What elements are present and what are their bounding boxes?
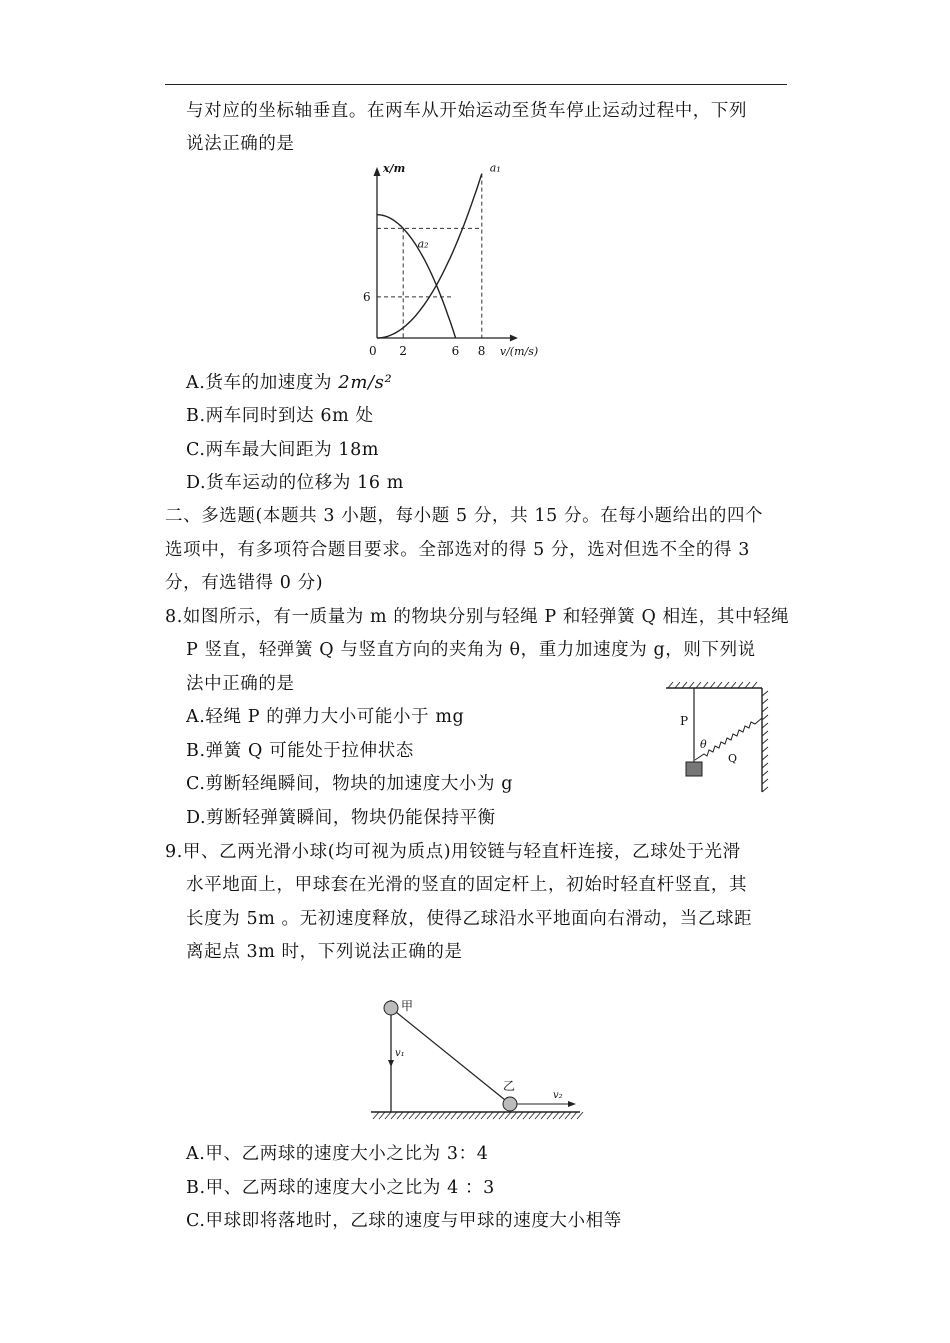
v1-arrow-icon: [388, 1060, 394, 1067]
hatch-mark: [553, 1112, 559, 1119]
hatch-mark: [517, 1112, 523, 1119]
section2-line2: 选项中，有多项符合题目要求。全部选对的得 5 分，选对但选不全的得 3: [165, 540, 750, 560]
x-axis-arrow-icon: [510, 335, 518, 342]
hatch-mark: [523, 1112, 529, 1119]
q7-xv-chart: [355, 160, 615, 360]
hatch-mark: [469, 1112, 475, 1119]
q7-option-a-math: 2m/s²: [338, 372, 393, 393]
hatch-mark: [559, 1112, 565, 1119]
chart-labels: [363, 162, 538, 358]
q8-line2: P 竖直，轻弹簧 Q 与竖直方向的夹角为 θ，重力加速度为 g，则下列说: [186, 640, 756, 660]
section2-line1: 二、多选题(本题共 3 小题，每小题 5 分，共 15 分。在每小题给出的四个: [165, 506, 764, 526]
hatch-mark: [373, 1112, 379, 1119]
y-tick-label: 6: [363, 289, 371, 304]
light-rod: [391, 1008, 510, 1104]
hatch-mark: [541, 1112, 547, 1119]
q8-option-c: C.剪断轻绳瞬间，物块的加速度大小为 g: [186, 774, 514, 794]
y-axis-arrow-icon: [374, 167, 381, 176]
series-line-2: [377, 215, 456, 338]
hatch-mark: [481, 1112, 487, 1119]
hatch-mark: [403, 1112, 409, 1119]
hatch-mark: [499, 1112, 505, 1119]
hatch-mark: [421, 1112, 427, 1119]
block-m: [686, 762, 702, 776]
hatch-mark: [535, 1112, 541, 1119]
q7-option-c: C.两车最大间距为 18m: [186, 440, 380, 460]
hatch-mark: [463, 1112, 469, 1119]
label-v1: v₁: [395, 1048, 405, 1059]
q8-line3: 法中正确的是: [186, 674, 295, 694]
hatch-mark: [379, 1112, 385, 1119]
hatch-mark: [391, 1112, 397, 1119]
q8-spring-rope-figure: [660, 680, 780, 810]
q9-option-c: C.甲球即将落地时，乙球的速度与甲球的速度大小相等: [186, 1211, 622, 1231]
hatch-mark: [409, 1112, 415, 1119]
wall-hatch: [762, 691, 768, 792]
v2-arrow-icon: [568, 1101, 576, 1107]
hatch-mark: [493, 1112, 499, 1119]
hatch-mark: [385, 1112, 391, 1119]
q8-option-b: B.弹簧 Q 可能处于拉伸状态: [186, 741, 414, 761]
hatch-mark: [415, 1112, 421, 1119]
hatch-mark: [511, 1112, 517, 1119]
label-jia: 甲: [401, 999, 414, 1013]
q7-option-a: [186, 371, 392, 395]
label-yi: 乙: [503, 1079, 516, 1093]
chart-axes: [374, 167, 518, 342]
hatch-mark: [529, 1112, 535, 1119]
q9-line4: 离起点 3m 时，下列说法正确的是: [186, 942, 463, 962]
label-theta: θ: [700, 738, 707, 751]
hatch-mark: [571, 1112, 577, 1119]
q9-line3: 长度为 5m 。无初速度释放，使得乙球沿水平地面向右滑动，当乙球距: [186, 909, 753, 929]
q8-option-d: D.剪断轻弹簧瞬间，物块仍能保持平衡: [186, 808, 496, 828]
label-p: P: [680, 714, 689, 728]
hatch-mark: [577, 1112, 583, 1119]
q9-line1: 9.甲、乙两光滑小球(均可视为质点)用铰链与轻直杆连接，乙球处于光滑: [165, 842, 741, 862]
hatch-mark: [439, 1112, 445, 1119]
x-tick-label: 6: [451, 344, 460, 358]
q7-option-a-text: A.货车的加速度为: [186, 373, 339, 393]
header-rule: [165, 84, 787, 85]
hatch-mark: [565, 1112, 571, 1119]
q8-option-a: A.轻绳 P 的弹力大小可能小于 mg: [186, 707, 465, 727]
hatch-mark: [475, 1112, 481, 1119]
q8-line1: 8.如图所示，有一质量为 m 的物块分别与轻绳 P 和轻弹簧 Q 相连，其中轻绳: [165, 607, 790, 627]
hatch-mark: [457, 1112, 463, 1119]
y-axis-label: x/m: [383, 162, 406, 175]
chart-series: [377, 174, 482, 338]
hatch-mark: [397, 1112, 403, 1119]
x-axis-label: v/(m/s): [499, 345, 539, 358]
q9-option-b: B.甲、乙两球的速度大小之比为 4 ：3: [186, 1178, 495, 1198]
q9-line2: 水平地面上，甲球套在光滑的竖直的固定杆上，初始时轻直杆竖直，其: [186, 875, 748, 895]
ball-jia: [384, 1001, 398, 1015]
ground-hatch: [373, 1112, 583, 1119]
label-v2: v₂: [553, 1090, 563, 1101]
series-label-a2: a₂: [417, 237, 429, 251]
label-q: Q: [728, 752, 738, 765]
q9-rod-figure: [365, 990, 595, 1130]
hatch-mark: [487, 1112, 493, 1119]
q9-option-a: A.甲、乙两球的速度大小之比为 3：4: [186, 1144, 489, 1164]
hatch-mark: [445, 1112, 451, 1119]
hatch-mark: [547, 1112, 553, 1119]
series-line-1: [377, 174, 482, 338]
ball-yi: [503, 1097, 517, 1111]
chart-guides: [377, 174, 482, 338]
x-tick-label: 0: [369, 344, 377, 358]
hatch-mark: [451, 1112, 457, 1119]
series-label-a1: a₁: [489, 161, 501, 175]
q7-option-b: B.两车同时到达 6m 处: [186, 406, 374, 426]
section2-line3: 分，有选错得 0 分): [165, 573, 324, 593]
x-tick-label: 2: [399, 344, 407, 358]
q7-intro-line2: 说法正确的是: [186, 134, 295, 154]
hatch-mark: [427, 1112, 433, 1119]
ceiling-hatch: [668, 682, 757, 688]
hatch-mark: [505, 1112, 511, 1119]
x-tick-label: 8: [477, 344, 486, 358]
q7-option-d: D.货车运动的位移为 16 m: [186, 473, 404, 493]
q7-intro-line1: 与对应的坐标轴垂直。在两车从开始运动至货车停止运动过程中，下列: [186, 101, 748, 121]
hatch-mark: [433, 1112, 439, 1119]
